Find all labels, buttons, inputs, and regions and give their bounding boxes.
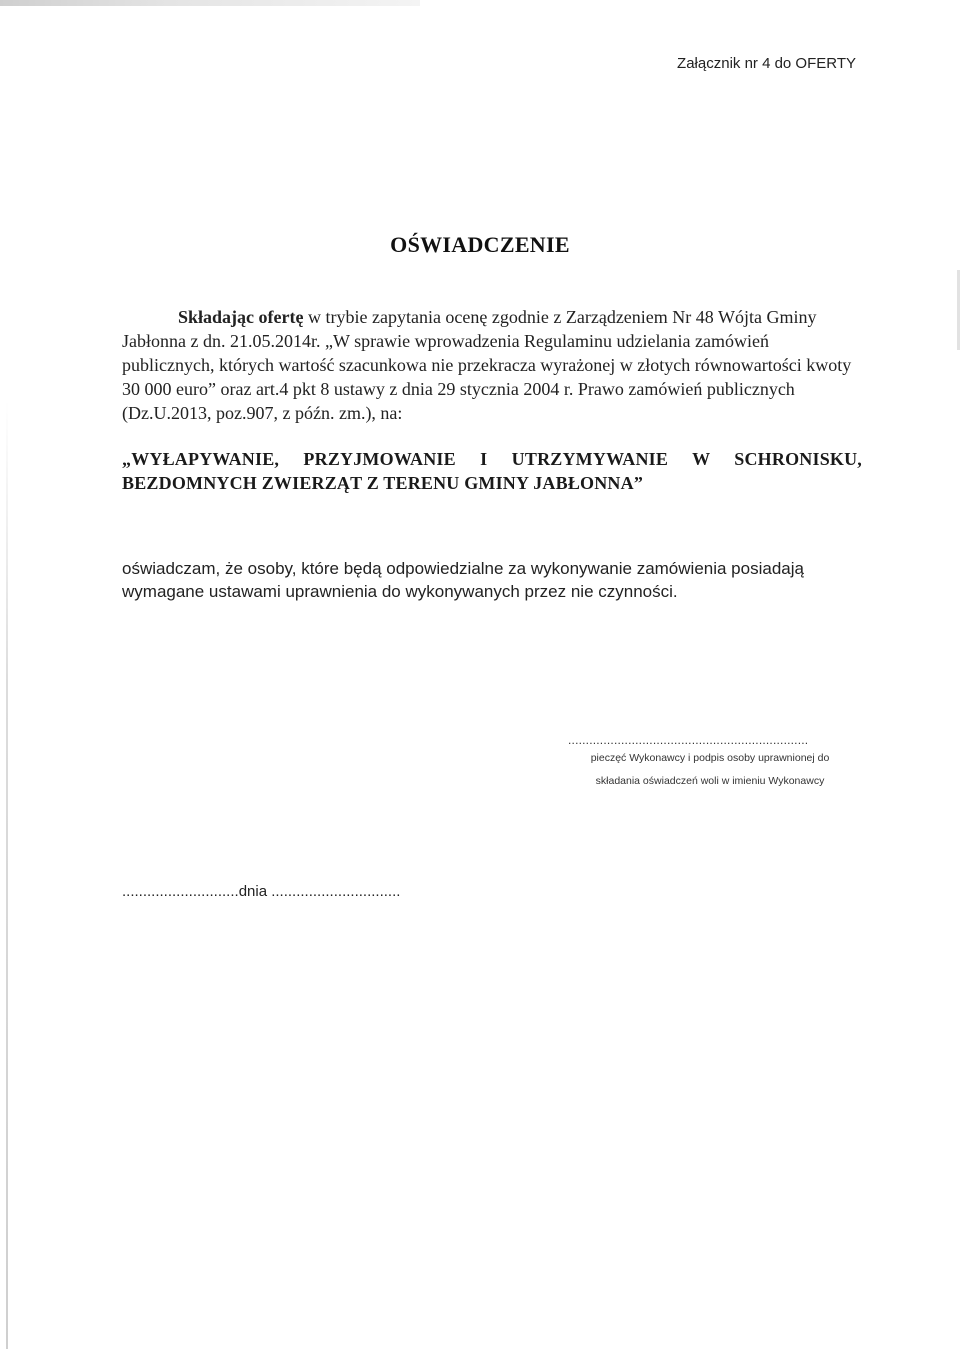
contract-subject: „WYŁAPYWANIE, PRZYJMOWANIE I UTRZYMYWANIE W SCHRONISKU, BEZDOMNYCH ZWIERZĄT Z TERENU GMINY JABŁONNA” bbox=[122, 449, 862, 493]
intro-paragraph bbox=[122, 305, 862, 425]
signature-line: .................................................................... bbox=[568, 733, 809, 747]
intro-strong-text: Składając ofertę bbox=[178, 307, 304, 327]
signature-caption-line1: pieczęć Wykonawcy i podpis osoby uprawnionej do bbox=[590, 752, 830, 764]
date-line: ............................dnia ............................... bbox=[122, 883, 401, 900]
scan-artifact-top bbox=[0, 0, 420, 6]
scan-edge-left bbox=[6, 400, 8, 1349]
declaration-text: oświadczam, że osoby, które będą odpowiedzialne za wykonywanie zamówienia posiadają wymagane ustawami uprawnienia do wykonywanych przez nie czynności. bbox=[122, 559, 804, 601]
document-title: OŚWIADCZENIE bbox=[390, 232, 570, 257]
intro-body-text: w trybie zapytania ocenę zgodnie z Zarządzeniem Nr 48 Wójta Gminy Jabłonna z dn. 21.05.2014r. „W sprawie wprowadzenia Regulaminu udzielania zamówień publicznych, których wartość szacunkowa nie przekracza wyrażonej w złotych równowartości kwoty 30 000 euro” oraz art.4 pkt 8 ustawy z dnia 29 stycznia 2004 r. Prawo zamówień publicznych (Dz.U.2013, poz.907, z późn. zm.), na: bbox=[122, 307, 852, 423]
signature-caption-line2: składania oświadczeń woli w imieniu Wykonawcy bbox=[595, 775, 825, 787]
annex-label: Załącznik nr 4 do OFERTY bbox=[677, 55, 856, 72]
